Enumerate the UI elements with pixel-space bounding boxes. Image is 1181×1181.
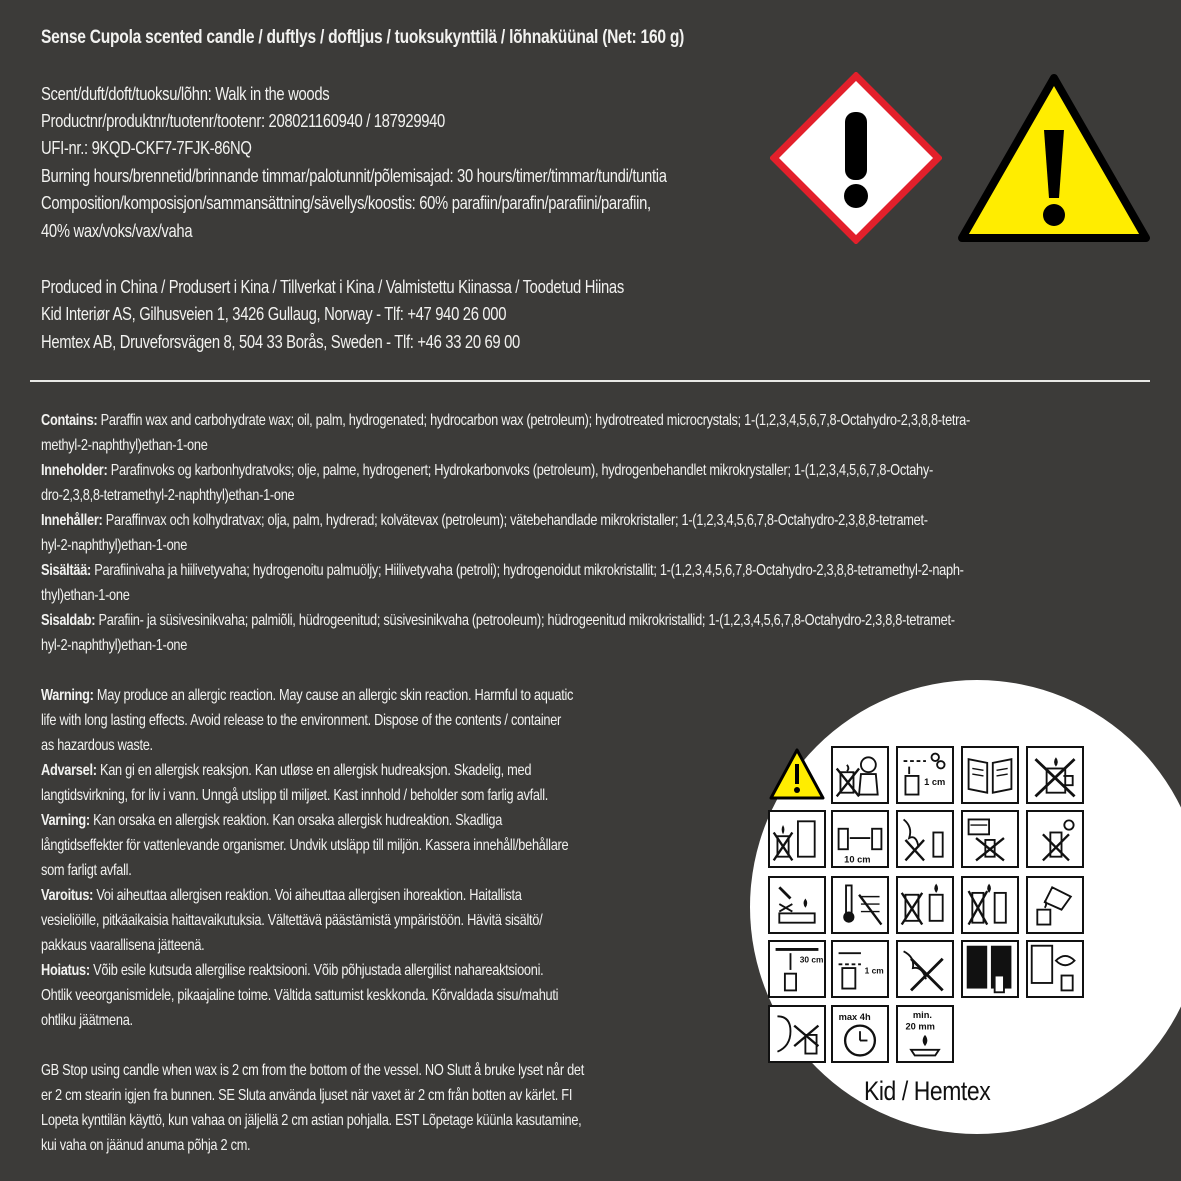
stop-1cm-icon	[831, 940, 889, 998]
contains-text: Paraffin wax and carbohydrate wax; oil, palm, hydrogenated; hydrocarbon wax (petroleum); hydrotreated microcrystals; 1-(1,2,3,4,5,6,7,8-Octahydro-2,3,8,8-tetra-	[97, 412, 970, 429]
no-pets-near-icon	[1026, 940, 1084, 998]
warning-en-line	[41, 683, 574, 708]
warning-se-line	[41, 808, 566, 833]
max-burn-text: max 4h	[838, 1012, 871, 1023]
innehaller-line	[41, 508, 951, 533]
clearance-30cm-icon	[768, 940, 826, 998]
warning-ee-text: Võib esile kutsuda allergilise reaktsiooni. Võib põhjustada allergilist nahareaktsiooni.	[89, 962, 544, 979]
warning-en-line-3: as hazardous waste.	[41, 737, 153, 754]
inneholder-text: Parafinvoks og karbonhydratvoks; olje, palme, hydrogenert; Hydrokarbonvoks (petroleum), hydrogenbehandlet mikrokrystaller; 1-(1,2,3,4,5,6,7,8-Octahy-	[107, 462, 933, 479]
warning-no-line	[41, 758, 566, 783]
read-instructions-icon	[961, 746, 1019, 804]
small-warning-icon	[768, 746, 826, 804]
no-stacking-icon	[896, 876, 954, 934]
kid-address-line: Kid Interiør AS, Gilhusveien 1, 3426 Gullaug, Norway - Tlf: +47 940 26 000	[41, 303, 507, 324]
warning-en-line-2: life with long lasting effects. Avoid release to the environment. Dispose of the contents / container	[41, 712, 561, 729]
clearance-text: 30 cm	[799, 954, 824, 965]
scent-line: Scent/duft/doft/tuoksu/lõhn: Walk in the woods	[41, 83, 330, 104]
warning-fi-text: Voi aiheuttaa allergisen reaktion. Voi aiheuttaa allergisen ihoreaktion. Haitallista	[93, 887, 522, 904]
spacing-10cm-icon	[831, 810, 889, 868]
contains-line-2: methyl-2-naphthyl)ethan-1-one	[41, 437, 208, 454]
sisaltaa-label: Sisältää:	[41, 562, 92, 579]
warning-ee-line-3: ohtliku jäätmena.	[41, 1012, 133, 1029]
instructions-line-4: kui vaha on jäänud anuma põhja 2 cm.	[41, 1137, 251, 1154]
hemtex-address-line: Hemtex AB, Druveforsvägen 8, 504 33 Borås, Sweden - Tlf: +46 33 20 69 00	[41, 331, 520, 352]
warning-fi-line	[41, 883, 566, 908]
stop-distance-text: 1 cm	[864, 965, 884, 976]
composition-line-2: 40% wax/voks/vax/vaha	[41, 220, 193, 241]
warning-se-label: Varning:	[41, 812, 90, 829]
no-heat-source-icon	[1026, 810, 1084, 868]
burning-hours-line: Burning hours/brennetid/brinnande timmar/palotunnit/põlemisajad: 30 hours/timer/timmar/tundi/tuntia	[41, 165, 667, 186]
warning-ee-label: Hoiatus:	[41, 962, 90, 979]
warning-en-label: Warning:	[41, 687, 94, 704]
no-close-candles-icon	[961, 876, 1019, 934]
innehaller-label: Innehåller:	[41, 512, 103, 529]
warning-se-line-3: som farligt avfall.	[41, 862, 132, 879]
no-moving-lit-icon	[1026, 746, 1084, 804]
do-not-blow-out-icon	[768, 1005, 826, 1063]
contains-line	[41, 408, 970, 433]
inneholder-label: Inneholder:	[41, 462, 108, 479]
warning-fi-label: Varoitus:	[41, 887, 94, 904]
ufi-line: UFI-nr.: 9KQD-CKF7-7FJK-86NQ	[41, 137, 252, 158]
min-label-text: min.	[912, 1010, 933, 1021]
instructions-line-3: Lopeta kynttilän käyttö, kun vahaa on jäljellä 2 cm astian pohjalla. EST Lõpetage küünla kasutamine,	[41, 1112, 582, 1129]
min-value-text: 20 mm	[905, 1021, 935, 1032]
instructions-line-2: er 2 cm stearin igjen fra bunnen. SE Sluta använda ljuset när vaxet är 2 cm från botten av kärlet. FI	[41, 1087, 573, 1104]
max-burn-time-icon	[831, 1005, 889, 1063]
never-leave-unattended-icon	[768, 810, 826, 868]
instructions-line-1: GB Stop using candle when wax is 2 cm from the bottom of the vessel. NO Slutt å bruke lyset når det	[41, 1062, 585, 1079]
trim-wick-icon	[896, 746, 954, 804]
temperature-icon	[831, 876, 889, 934]
warning-ee-line-2: Ohtlik veeorganismidele, pikaajaline toime. Vältida sattumist keskkonda. Kõrvaldada sisu/mahuti	[41, 987, 559, 1004]
inneholder-line-2: dro-2,3,8,8-tetramethyl-2-naphthyl)ethan-1-one	[41, 487, 295, 504]
section-divider	[30, 380, 1150, 382]
product-number-line: Productnr/produktnr/tuotenr/tootenr: 208021160940 / 187929940	[41, 110, 445, 131]
not-near-curtains-icon	[961, 940, 1019, 998]
usage-instructions	[41, 1058, 681, 1158]
warning-triangle-icon	[956, 72, 1152, 244]
sisaldab-line-2: hyl-2-naphthyl)ethan-1-one	[41, 637, 188, 654]
warning-fi-line-3: pakkaus vaarallisena jätteenä.	[41, 937, 205, 954]
inneholder-line	[41, 458, 951, 483]
spacing-text: 10 cm	[844, 854, 871, 865]
contains-label: Contains:	[41, 412, 98, 429]
warning-no-text: Kan gi en allergisk reaksjon. Kan utløse en allergisk hudreaksjon. Skadelig, med	[96, 762, 532, 779]
innehaller-text: Paraffinvax och kolhydratvax; olja, palm, hydrerad; kolvätevax (petroleum); vätebehandlade mikrokristaller; 1-(1,2,3,4,5,6,7,8-Octahydro-2,3,8,8-tetramet-	[102, 512, 928, 529]
no-flammable-surface-icon	[896, 940, 954, 998]
product-title: Sense Cupola scented candle / duftlys / doftljus / tuoksukynttilä / lõhnaküünal (Net: 160 g)	[41, 27, 685, 48]
away-from-flammables-icon	[896, 810, 954, 868]
brand-name: Kid / Hemtex	[864, 1076, 991, 1106]
sisaldab-label: Sisaldab:	[41, 612, 96, 629]
min-wick-length-icon	[896, 1005, 954, 1063]
ghs-exclamation-icon	[770, 72, 942, 244]
warning-no-line-2: langtidsvirkning, for liv i vann. Unngå utslipp til miljøet. Kast innhold / beholder som farlig avfall.	[41, 787, 549, 804]
sisaltaa-text: Parafiinivaha ja hiilivetyvaha; hydrogenoitu palmuöljy; Hiilivetyvaha (petroli); hydrogenoidut mikrokristallit; 1-(1,2,3,4,5,6,7,8-Octahydro-2,3,8,8-tetramethyl-2-naph-	[91, 562, 964, 579]
origin-line: Produced in China / Produsert i Kina / Tillverkat i Kina / Valmistettu Kiinassa / Toodetud Hiinas	[41, 276, 624, 297]
composition-line: Composition/komposisjon/sammansättning/sävellys/koostis: 60% parafiin/parafin/parafiini/parafiin,	[41, 192, 651, 213]
keep-from-children-icon	[831, 746, 889, 804]
warnings-block	[41, 683, 681, 1033]
sisaltaa-line-2: thyl)ethan-1-one	[41, 587, 130, 604]
no-drafts-icon	[961, 810, 1019, 868]
sisaldab-line	[41, 608, 955, 633]
innehaller-line-2: hyl-2-naphthyl)ethan-1-one	[41, 537, 188, 554]
no-matches-in-wax-icon	[768, 876, 826, 934]
trim-distance-text: 1 cm	[924, 777, 946, 788]
warning-en-text: May produce an allergic reaction. May cause an allergic skin reaction. Harmful to aquatic	[93, 687, 574, 704]
no-water-extinguish-icon	[1026, 876, 1084, 934]
contents-block	[41, 408, 1151, 658]
warning-fi-line-2: vesieliöille, pitkäaikaisia haittavaikutuksia. Vältettävä päästämistä ympäristöön. Hävitä sisältö/	[41, 912, 543, 929]
warning-se-text: Kan orsaka en allergisk reaktion. Kan orsaka allergisk hudreaktion. Skadliga	[89, 812, 503, 829]
warning-no-label: Advarsel:	[41, 762, 97, 779]
warning-se-line-2: långtidseffekter för vattenlevande organismer. Undvik utsläpp till miljön. Kassera innehåll/behållare	[41, 837, 569, 854]
sisaldab-text: Parafiin- ja süsivesinikvaha; palmiõli, hüdrogeenitud; süsivesinikvaha (petrooleum); hüdrogeenitud mikrokristallid; 1-(1,2,3,4,5,6,7,8-Octahydro-2,3,8,8-tetramet-	[95, 612, 955, 629]
warning-ee-line	[41, 958, 566, 983]
sisaltaa-line	[41, 558, 964, 583]
